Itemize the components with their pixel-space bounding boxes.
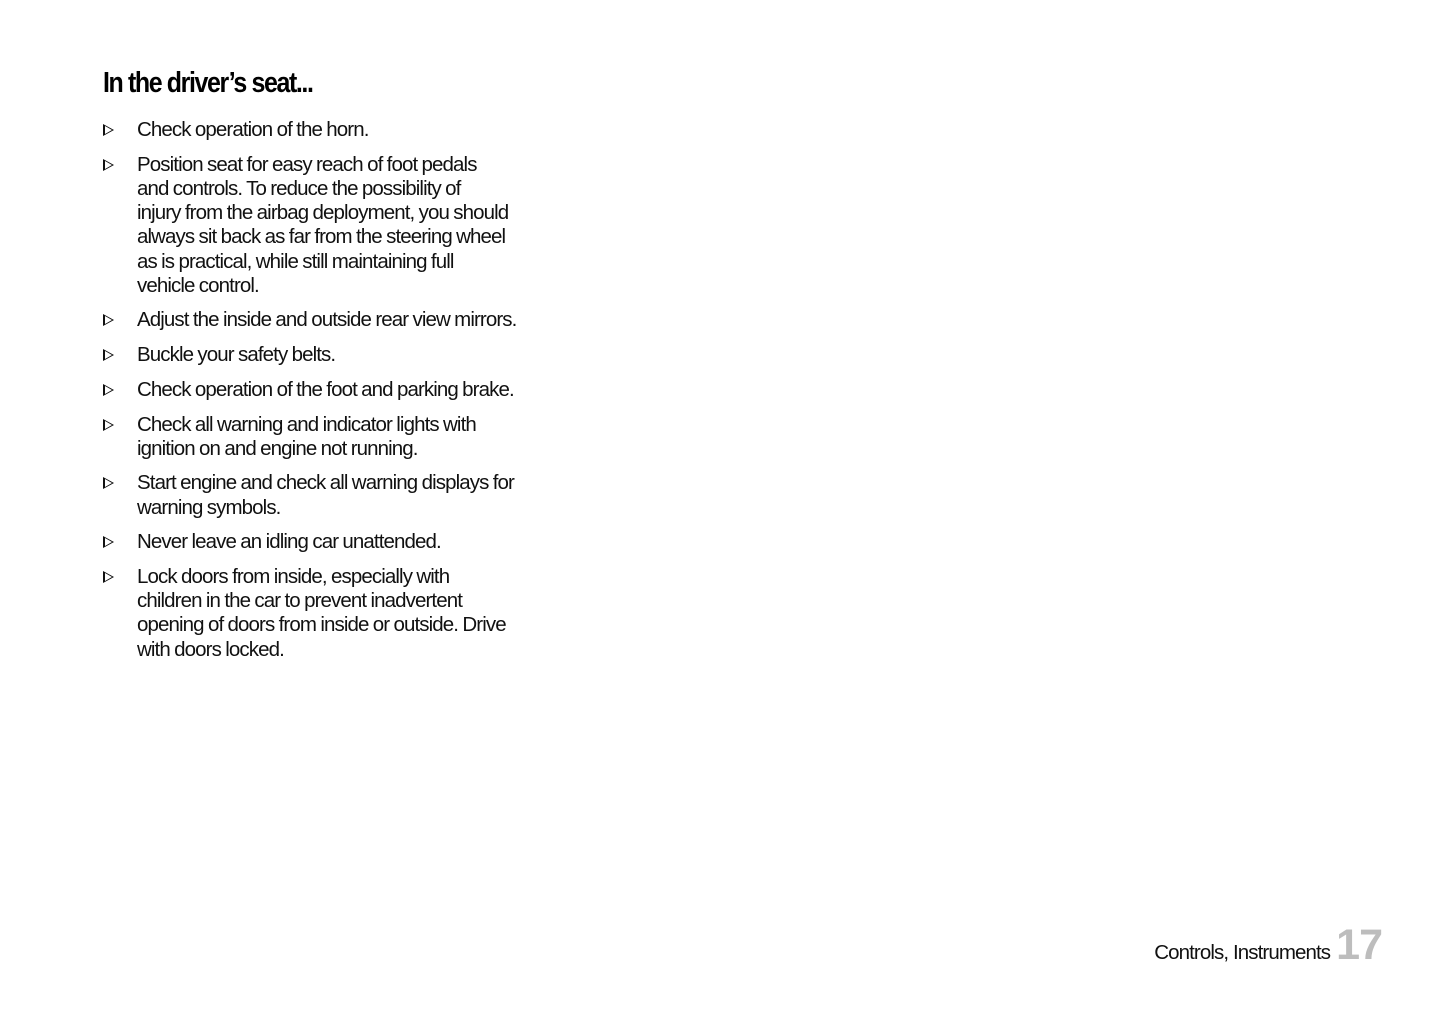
list-item bbox=[103, 565, 543, 662]
list-item bbox=[103, 343, 543, 367]
list-item bbox=[103, 153, 543, 298]
list-item bbox=[103, 378, 543, 402]
triangle-bullet-icon bbox=[103, 349, 114, 361]
triangle-bullet-icon bbox=[103, 314, 114, 326]
page-number: 17 bbox=[1336, 921, 1382, 969]
checklist bbox=[103, 118, 543, 672]
triangle-bullet-icon bbox=[103, 536, 114, 548]
page-title: In the driver’s seat... bbox=[103, 67, 313, 99]
footer-section-title: Controls, Instruments bbox=[1154, 941, 1331, 964]
list-item bbox=[103, 530, 543, 554]
list-item-text: Buckle your safety belts. bbox=[137, 343, 336, 367]
list-item bbox=[103, 413, 543, 461]
list-item-text: Never leave an idling car unattended. bbox=[137, 530, 441, 554]
list-item bbox=[103, 471, 543, 519]
list-item bbox=[103, 118, 543, 142]
list-item-text: Check operation of the foot and parking brake. bbox=[137, 377, 514, 401]
list-item-text: Check all warning and indicator lights with ignition on and engine not running. bbox=[137, 412, 476, 460]
triangle-bullet-icon bbox=[103, 419, 114, 431]
list-item-text: Check operation of the horn. bbox=[137, 118, 369, 141]
triangle-bullet-icon bbox=[103, 384, 114, 396]
triangle-bullet-icon bbox=[103, 159, 114, 171]
list-item-text: Lock doors from inside, especially with children in the car to prevent inadvertent opening of doors from inside or outside. Drive with doors locked. bbox=[137, 565, 506, 661]
triangle-bullet-icon bbox=[103, 124, 114, 136]
page-footer bbox=[1154, 920, 1382, 970]
triangle-bullet-icon bbox=[103, 477, 114, 489]
list-item-text: Start engine and check all warning displays for warning symbols. bbox=[137, 471, 514, 519]
list-item-text: Adjust the inside and outside rear view mirrors. bbox=[137, 308, 517, 332]
list-item bbox=[103, 308, 543, 332]
list-item-text: Position seat for easy reach of foot pedals and controls. To reduce the possibility of injury from the airbag deployment, you should always sit back as far from the steering wheel as is practical, while still maintaining full vehicle control. bbox=[137, 152, 509, 297]
triangle-bullet-icon bbox=[103, 571, 114, 583]
